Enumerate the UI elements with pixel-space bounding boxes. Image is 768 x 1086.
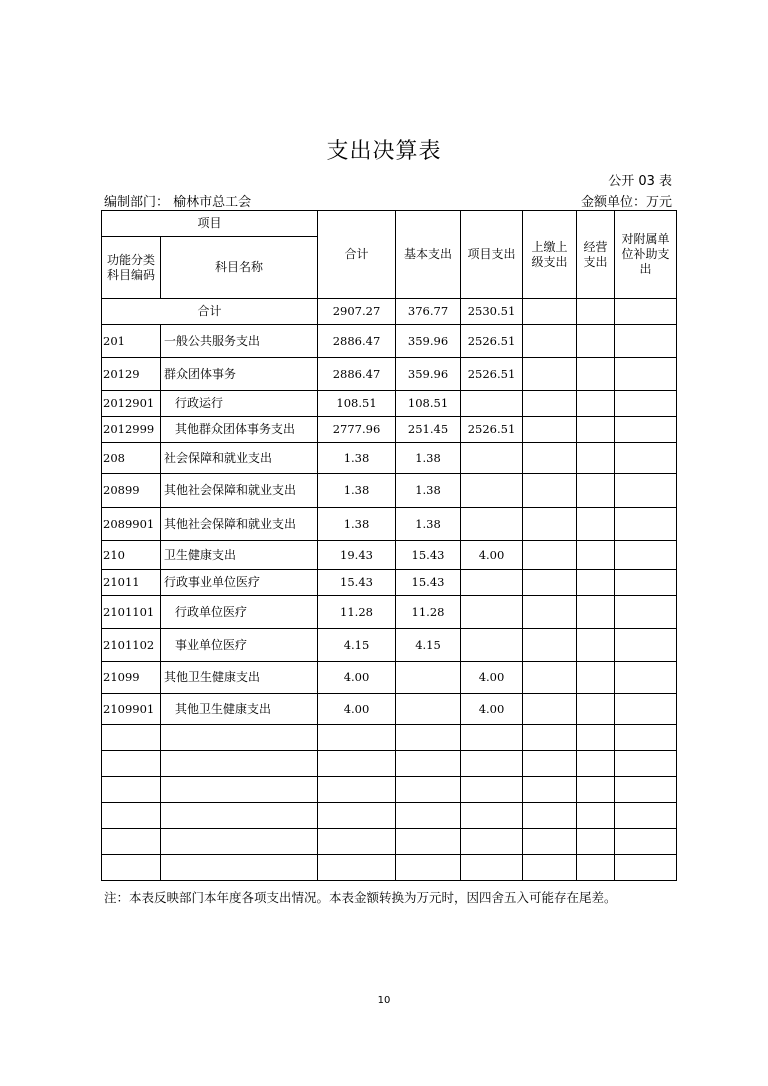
row-business: [577, 662, 615, 694]
row-total: 1.38: [318, 443, 396, 474]
header-upper-payment: 上缴上级支出: [523, 211, 577, 299]
expenditure-table: [101, 210, 677, 881]
header-basic: 基本支出: [396, 211, 461, 299]
row-name: 社会保障和就业支出: [161, 443, 318, 474]
empty-row: [102, 777, 677, 803]
row-subsidy: [615, 474, 677, 508]
row-total: 15.43: [318, 570, 396, 596]
row-basic: [396, 694, 461, 725]
row-project: [461, 391, 523, 417]
header-total: 合计: [318, 211, 396, 299]
row-name: 卫生健康支出: [161, 541, 318, 570]
total-project: 2530.51: [461, 299, 523, 325]
row-name: 行政单位医疗: [161, 596, 318, 629]
row-subsidy: [615, 508, 677, 541]
row-name: 其他卫生健康支出: [161, 694, 318, 725]
row-project: [461, 443, 523, 474]
table-row: [102, 570, 677, 596]
total-business: [577, 299, 615, 325]
row-code: 21011: [102, 570, 161, 596]
header-project: 项目: [102, 211, 318, 237]
row-basic: 251.45: [396, 417, 461, 443]
row-business: [577, 325, 615, 358]
row-total: 108.51: [318, 391, 396, 417]
empty-row: [102, 751, 677, 777]
row-code: 20899: [102, 474, 161, 508]
row-basic: 15.43: [396, 541, 461, 570]
row-subsidy: [615, 629, 677, 662]
row-code: 2109901: [102, 694, 161, 725]
header-subject-name: 科目名称: [161, 237, 318, 299]
row-subsidy: [615, 596, 677, 629]
row-project: [461, 474, 523, 508]
row-subsidy: [615, 325, 677, 358]
row-project: 2526.51: [461, 417, 523, 443]
row-upper: [523, 391, 577, 417]
row-subsidy: [615, 570, 677, 596]
table-row: [102, 474, 677, 508]
row-total: 4.00: [318, 694, 396, 725]
amount-unit-label: 金额单位：万元: [580, 195, 672, 210]
department-label: 编制部门： 榆林市总工会: [104, 195, 252, 210]
row-name: 其他社会保障和就业支出: [161, 508, 318, 541]
total-row: [102, 299, 677, 325]
row-code: 2012999: [102, 417, 161, 443]
table-note: 注：本表反映部门本年度各项支出情况。本表金额转换为万元时，因四舍五入可能存在尾差。: [104, 890, 617, 905]
total-sum: 2907.27: [318, 299, 396, 325]
row-basic: 4.15: [396, 629, 461, 662]
row-name: 群众团体事务: [161, 358, 318, 391]
row-upper: [523, 474, 577, 508]
row-basic: 359.96: [396, 358, 461, 391]
table-row: [102, 358, 677, 391]
row-basic: [396, 662, 461, 694]
row-upper: [523, 629, 577, 662]
table-row: [102, 508, 677, 541]
empty-row: [102, 725, 677, 751]
row-code: 2101101: [102, 596, 161, 629]
table-title: 支出决算表: [326, 139, 442, 164]
row-upper: [523, 570, 577, 596]
row-code: 21099: [102, 662, 161, 694]
row-project: 4.00: [461, 662, 523, 694]
row-basic: 1.38: [396, 443, 461, 474]
row-code: 20129: [102, 358, 161, 391]
row-upper: [523, 443, 577, 474]
row-upper: [523, 417, 577, 443]
row-business: [577, 443, 615, 474]
row-upper: [523, 694, 577, 725]
row-basic: 1.38: [396, 508, 461, 541]
row-project: 2526.51: [461, 358, 523, 391]
row-subsidy: [615, 541, 677, 570]
row-code: 210: [102, 541, 161, 570]
row-project: 4.00: [461, 694, 523, 725]
row-business: [577, 508, 615, 541]
row-total: 2886.47: [318, 325, 396, 358]
row-business: [577, 596, 615, 629]
row-upper: [523, 596, 577, 629]
table-row: [102, 662, 677, 694]
row-code: 208: [102, 443, 161, 474]
table-row: [102, 417, 677, 443]
table-row: [102, 629, 677, 662]
row-upper: [523, 662, 577, 694]
total-subsidy: [615, 299, 677, 325]
row-name: 事业单位医疗: [161, 629, 318, 662]
row-basic: 15.43: [396, 570, 461, 596]
row-upper: [523, 325, 577, 358]
row-total: 19.43: [318, 541, 396, 570]
table-row: [102, 541, 677, 570]
row-business: [577, 629, 615, 662]
row-subsidy: [615, 694, 677, 725]
row-total: 4.00: [318, 662, 396, 694]
page-number: 10: [377, 995, 391, 1006]
row-business: [577, 358, 615, 391]
empty-row: [102, 855, 677, 881]
row-code: 2012901: [102, 391, 161, 417]
total-label: 合计: [102, 299, 318, 325]
row-total: 4.15: [318, 629, 396, 662]
row-business: [577, 417, 615, 443]
table-row: [102, 325, 677, 358]
table-row: [102, 596, 677, 629]
row-business: [577, 541, 615, 570]
total-upper: [523, 299, 577, 325]
row-project: [461, 570, 523, 596]
row-code: 2089901: [102, 508, 161, 541]
row-basic: 108.51: [396, 391, 461, 417]
row-code: 201: [102, 325, 161, 358]
empty-row: [102, 829, 677, 855]
row-basic: 1.38: [396, 474, 461, 508]
row-project: [461, 629, 523, 662]
header-function-code: 功能分类科目编码: [102, 237, 161, 299]
total-basic: 376.77: [396, 299, 461, 325]
header-subsidy: 对附属单位补助支出: [615, 211, 677, 299]
row-business: [577, 570, 615, 596]
row-basic: 359.96: [396, 325, 461, 358]
row-name: 其他群众团体事务支出: [161, 417, 318, 443]
row-total: 2886.47: [318, 358, 396, 391]
row-subsidy: [615, 443, 677, 474]
row-code: 2101102: [102, 629, 161, 662]
table-row: [102, 391, 677, 417]
row-business: [577, 391, 615, 417]
row-upper: [523, 508, 577, 541]
row-total: 1.38: [318, 474, 396, 508]
row-upper: [523, 541, 577, 570]
row-total: 2777.96: [318, 417, 396, 443]
table-row: [102, 443, 677, 474]
row-name: 一般公共服务支出: [161, 325, 318, 358]
row-project: [461, 508, 523, 541]
row-business: [577, 474, 615, 508]
row-name: 其他卫生健康支出: [161, 662, 318, 694]
row-subsidy: [615, 391, 677, 417]
row-name: 行政事业单位医疗: [161, 570, 318, 596]
header-project-expenditure: 项目支出: [461, 211, 523, 299]
row-name: 行政运行: [161, 391, 318, 417]
row-name: 其他社会保障和就业支出: [161, 474, 318, 508]
row-project: [461, 596, 523, 629]
row-business: [577, 694, 615, 725]
table-row: [102, 694, 677, 725]
form-number: 公开 03 表: [608, 174, 672, 189]
row-upper: [523, 358, 577, 391]
row-project: 4.00: [461, 541, 523, 570]
row-project: 2526.51: [461, 325, 523, 358]
empty-row: [102, 803, 677, 829]
row-subsidy: [615, 417, 677, 443]
row-subsidy: [615, 662, 677, 694]
row-subsidy: [615, 358, 677, 391]
row-total: 1.38: [318, 508, 396, 541]
header-business: 经营支出: [577, 211, 615, 299]
row-basic: 11.28: [396, 596, 461, 629]
row-total: 11.28: [318, 596, 396, 629]
